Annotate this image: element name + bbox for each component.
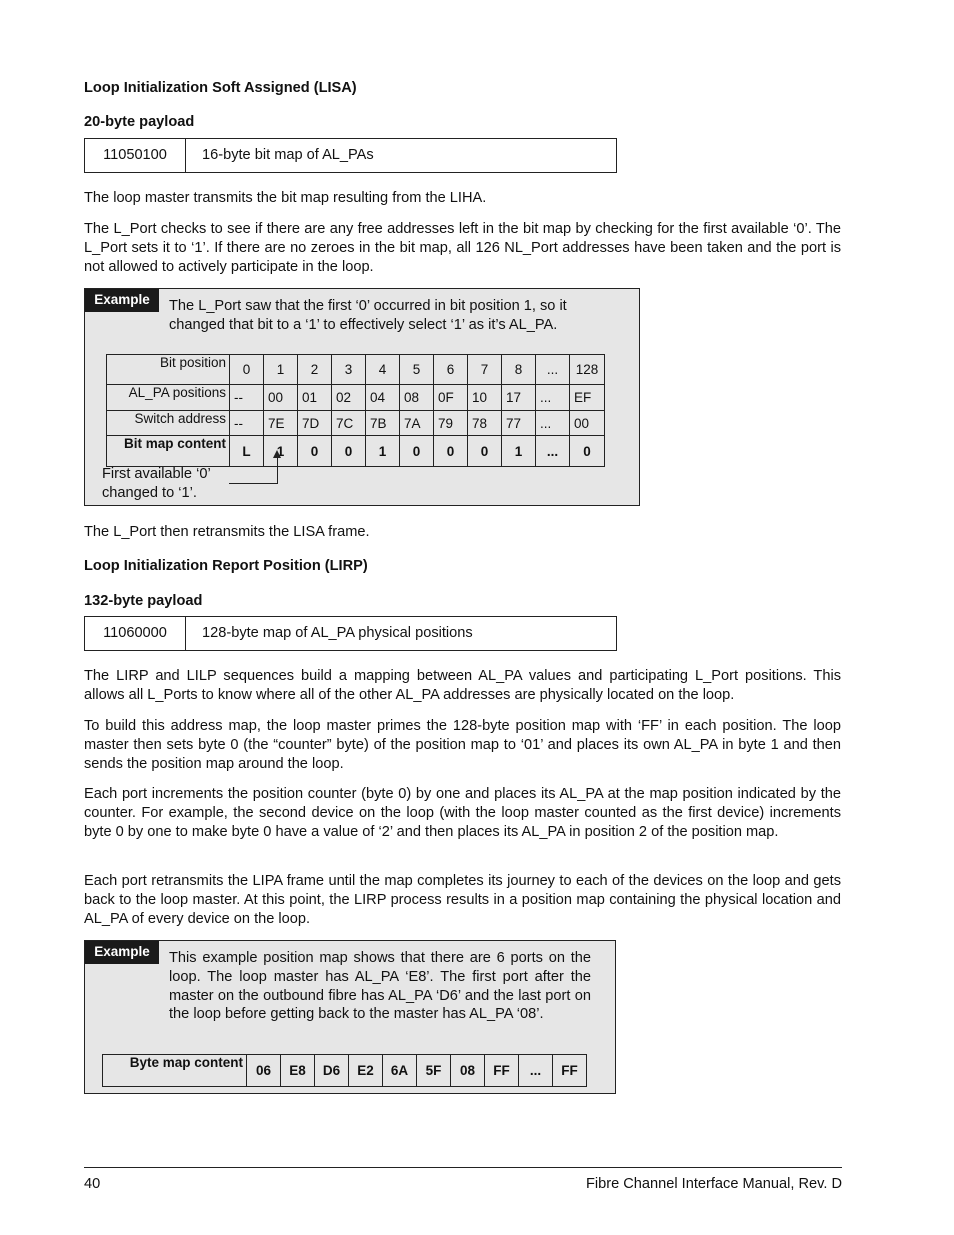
byte-map-cell: ...: [519, 1055, 553, 1087]
lirp-example-text: This example position map shows that there are 6 ports on the loop. The loop master has AL_PA ‘E8’. The first port after the master on the outbound fibre has AL_PA ‘D6’ and the last port on the loop before getting back to the master has AL_PA ‘08’.: [169, 950, 591, 1023]
lirp-heading: Loop Initialization Report Position (LIRP): [84, 558, 368, 574]
lirp-payload-desc: 128-byte map of AL_PA physical positions: [202, 625, 473, 641]
bit-map-table: [106, 354, 605, 467]
lirp-payload-table: [84, 616, 617, 651]
bit-map-cell: 7E: [264, 411, 298, 436]
callout-line-2: changed to ‘1’.: [102, 484, 197, 501]
lisa-example-box: [84, 288, 640, 506]
bit-map-cell: 0F: [434, 385, 468, 411]
byte-map-cell: 06: [247, 1055, 281, 1087]
byte-map-cell: D6: [315, 1055, 349, 1087]
bit-map-cell: L: [230, 436, 264, 467]
byte-map-cell: 08: [451, 1055, 485, 1087]
footer-doc-title: Fibre Channel Interface Manual, Rev. D: [585, 1176, 842, 1192]
bit-map-row: [107, 411, 605, 436]
callout-line-1: First available ‘0’: [102, 466, 211, 482]
bit-map-cell: 1: [366, 436, 400, 467]
lirp-para-3: Each port increments the position counter (byte 0) by one and places its AL_PA at the map position indicated by the counter. For example, the second device on the loop (with the loop master counted as the first device) increments byte 0 by one to make byte 0 have a value of ‘2’ and then places its AL_PA in position 2 of the position map.: [84, 786, 841, 840]
bit-map-cell: 0: [400, 436, 434, 467]
bit-map-cell: 01: [298, 385, 332, 411]
bit-map-cell: 7B: [366, 411, 400, 436]
lisa-payload-table: [84, 138, 617, 173]
lisa-payload-desc: 16-byte bit map of AL_PAs: [202, 147, 374, 163]
bit-map-cell: 7: [468, 355, 502, 385]
bit-map-row-label: Bit position: [107, 355, 230, 385]
bit-map-cell: 3: [332, 355, 366, 385]
bit-map-cell: 7D: [298, 411, 332, 436]
lisa-heading: Loop Initialization Soft Assigned (LISA): [84, 80, 357, 96]
bit-map-cell: 128: [570, 355, 605, 385]
bit-map-cell: 0: [468, 436, 502, 467]
bit-map-cell: 77: [502, 411, 536, 436]
bit-map-cell: 0: [230, 355, 264, 385]
bit-map-row-label: Switch address: [107, 411, 230, 436]
lirp-para-1: The LIRP and LILP sequences build a mapping between AL_PA values and participating L_Port positions. This allows all L_Ports to know where all of the other AL_PA addresses are physically located on the loop.: [84, 668, 841, 703]
lisa-para-1: The loop master transmits the bit map resulting from the LIHA.: [84, 190, 487, 206]
byte-map-cell: FF: [553, 1055, 587, 1087]
bit-map-cell: 0: [434, 436, 468, 467]
byte-map-cell: E8: [281, 1055, 315, 1087]
bit-map-cell: 7C: [332, 411, 366, 436]
lisa-payload-code: 11050100: [85, 139, 186, 172]
bit-map-cell: 79: [434, 411, 468, 436]
bit-map-cell: 0: [570, 436, 605, 467]
bit-map-row: [107, 436, 605, 467]
lirp-payload-heading: 132-byte payload: [84, 593, 203, 609]
bit-map-cell: 7A: [400, 411, 434, 436]
bit-map-row: [107, 385, 605, 411]
bit-map-cell: ...: [536, 355, 570, 385]
callout-text: [102, 465, 211, 503]
byte-map-cell: E2: [349, 1055, 383, 1087]
bit-map-row: [107, 355, 605, 385]
bit-map-cell: 8: [502, 355, 536, 385]
example-label: Example: [85, 289, 159, 312]
bit-map-cell: 10: [468, 385, 502, 411]
example-label: Example: [85, 941, 159, 964]
lisa-para-2: The L_Port checks to see if there are any free addresses left in the bit map by checking for the first available ‘0’. The L_Port sets it to ‘1’. If there are no zeroes in the bit map, all 126 NL_Port addresses have been taken and the port is not allowed to actively participate in the loop.: [84, 221, 841, 275]
lisa-para-3: The L_Port then retransmits the LISA frame.: [84, 524, 370, 540]
bit-map-cell: 6: [434, 355, 468, 385]
lisa-payload-heading: 20-byte payload: [84, 114, 195, 130]
bit-map-cell: EF: [570, 385, 605, 411]
lirp-para-2: To build this address map, the loop master primes the 128-byte position map with ‘FF’ in each position. The loop master then sets byte 0 (the “counter” byte) of the position map to ‘01’ and places its own AL_PA in byte 1 and then sends the position map around the loop.: [84, 718, 841, 772]
bit-map-row-label: AL_PA positions: [107, 385, 230, 411]
bit-map-cell: 4: [366, 355, 400, 385]
bit-map-cell: 2: [298, 355, 332, 385]
footer-rule: [84, 1167, 842, 1168]
bit-map-cell: 1: [502, 436, 536, 467]
lisa-example-text: The L_Port saw that the first ‘0’ occurred in bit position 1, so it changed that bit to a ‘1’ to effectively select ‘1’ as it’s AL_PA.: [169, 298, 567, 333]
bit-map-cell: 08: [400, 385, 434, 411]
callout-arrowhead-icon: [273, 450, 281, 458]
bit-map-cell: 00: [570, 411, 605, 436]
bit-map-cell: 0: [298, 436, 332, 467]
callout-line-horizontal: [229, 483, 278, 484]
lirp-example-box: [84, 940, 616, 1094]
bit-map-row-label: Bit map content: [107, 436, 230, 467]
byte-map-label: Byte map content: [103, 1055, 247, 1087]
bit-map-cell: ...: [536, 436, 570, 467]
bit-map-cell: ...: [536, 385, 570, 411]
bit-map-cell: 02: [332, 385, 366, 411]
bit-map-cell: ...: [536, 411, 570, 436]
byte-map-cell: 5F: [417, 1055, 451, 1087]
bit-map-cell: 00: [264, 385, 298, 411]
bit-map-cell: 78: [468, 411, 502, 436]
byte-map-table: [102, 1054, 587, 1087]
bit-map-cell: --: [230, 411, 264, 436]
bit-map-cell: 5: [400, 355, 434, 385]
bit-map-cell: 1: [264, 436, 298, 467]
page-number: 40: [84, 1176, 101, 1192]
byte-map-cell: 6A: [383, 1055, 417, 1087]
byte-map-cell: FF: [485, 1055, 519, 1087]
lirp-para-4: Each port retransmits the LIPA frame until the map completes its journey to each of the devices on the loop and gets back to the loop master. At this point, the LIRP process results in a position map containing the physical location and AL_PA of every device on the loop.: [84, 873, 841, 927]
bit-map-cell: 17: [502, 385, 536, 411]
bit-map-cell: 04: [366, 385, 400, 411]
lirp-payload-code: 11060000: [85, 617, 186, 650]
bit-map-cell: 1: [264, 355, 298, 385]
bit-map-cell: --: [230, 385, 264, 411]
bit-map-cell: 0: [332, 436, 366, 467]
